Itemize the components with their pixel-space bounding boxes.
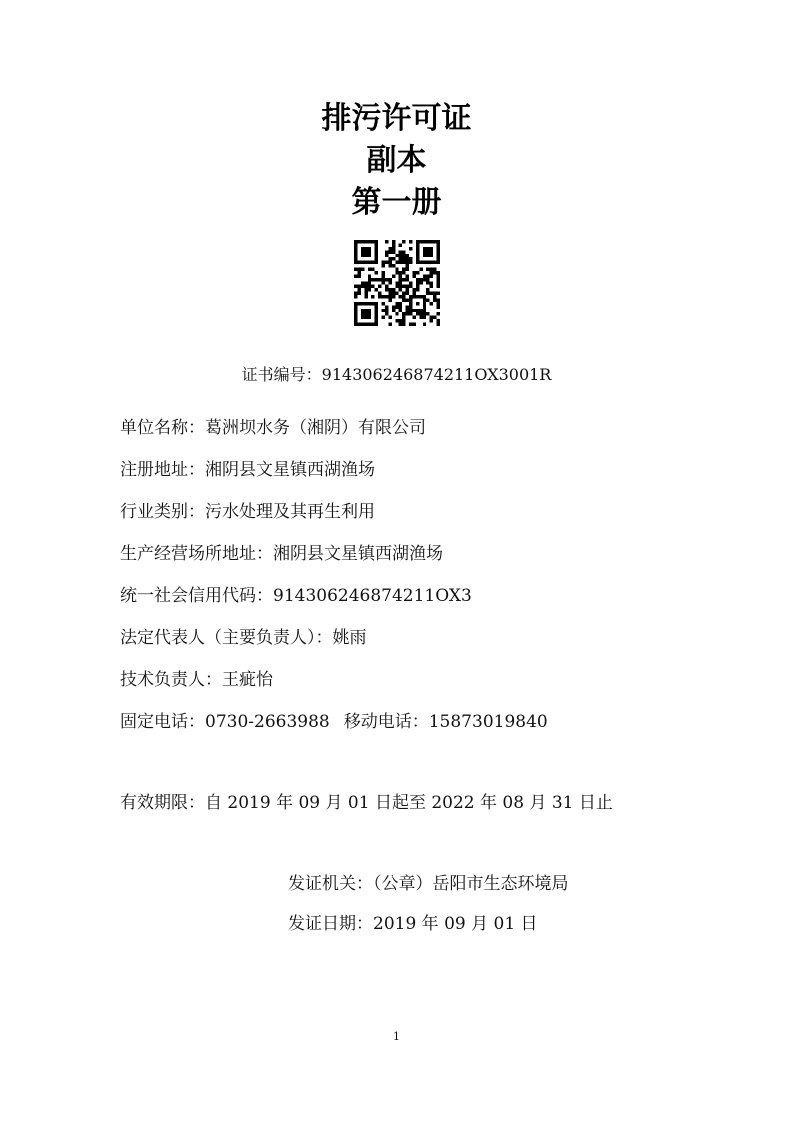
registered-address-label: 注册地址： bbox=[120, 460, 205, 480]
tech-lead-value: 王疵怡 bbox=[222, 670, 273, 690]
credit-code-row bbox=[120, 582, 720, 624]
tech-lead-row bbox=[120, 666, 720, 708]
fixed-phone-value: 0730-2663988 bbox=[205, 712, 330, 732]
validity-label: 有效期限： bbox=[120, 793, 205, 813]
registered-address-value: 湘阴县文星镇西湖渔场 bbox=[205, 460, 375, 480]
qr-code-icon bbox=[354, 240, 440, 326]
validity-value: 自 2019 年 09 月 01 日起至 2022 年 08 月 31 日止 bbox=[205, 793, 613, 813]
operating-address-label: 生产经营场所地址： bbox=[120, 544, 273, 564]
industry-row bbox=[120, 498, 720, 540]
title-line-permit: 排污许可证 bbox=[321, 101, 472, 136]
title-line-volume: 第一册 bbox=[351, 185, 442, 220]
mobile-phone-label: 移动电话： bbox=[343, 712, 429, 732]
page-number: 1 bbox=[393, 1030, 400, 1043]
fixed-phone-label: 固定电话： bbox=[120, 712, 205, 732]
unit-name-value: 葛洲坝水务（湘阴）有限公司 bbox=[205, 418, 426, 438]
legal-rep-row bbox=[120, 624, 720, 666]
certificate-number-value: 914306246874211OX3001R bbox=[321, 365, 552, 384]
info-section bbox=[120, 414, 720, 750]
document-title bbox=[0, 98, 793, 224]
issue-date-label: 发证日期： bbox=[288, 914, 373, 934]
issuing-authority-value: （公章）岳阳市生态环境局 bbox=[373, 874, 569, 894]
certificate-number-label: 证书编号： bbox=[241, 365, 322, 384]
legal-rep-value: 姚雨 bbox=[332, 628, 367, 648]
title-line-copy: 副本 bbox=[366, 143, 427, 178]
issuing-authority-label: 发证机关： bbox=[288, 874, 373, 894]
issue-date-row bbox=[288, 910, 569, 950]
unit-name-label: 单位名称： bbox=[120, 418, 205, 438]
credit-code-label: 统一社会信用代码： bbox=[120, 586, 273, 606]
industry-value: 污水处理及其再生利用 bbox=[205, 502, 375, 522]
issuing-authority-row bbox=[288, 870, 569, 910]
operating-address-value: 湘阴县文星镇西湖渔场 bbox=[273, 544, 443, 564]
certificate-number bbox=[0, 362, 793, 385]
phone-row bbox=[120, 708, 720, 750]
validity-period bbox=[120, 788, 613, 813]
unit-name-row bbox=[120, 414, 720, 456]
credit-code-value: 914306246874211OX3 bbox=[273, 586, 472, 606]
operating-address-row bbox=[120, 540, 720, 582]
issue-date-value: 2019 年 09 月 01 日 bbox=[373, 914, 538, 934]
registered-address-row bbox=[120, 456, 720, 498]
industry-label: 行业类别： bbox=[120, 502, 205, 522]
mobile-phone-value: 15873019840 bbox=[428, 712, 548, 732]
tech-lead-label: 技术负责人： bbox=[120, 670, 222, 690]
legal-rep-label: 法定代表人（主要负责人）： bbox=[120, 628, 333, 648]
issuer-section bbox=[288, 870, 569, 950]
